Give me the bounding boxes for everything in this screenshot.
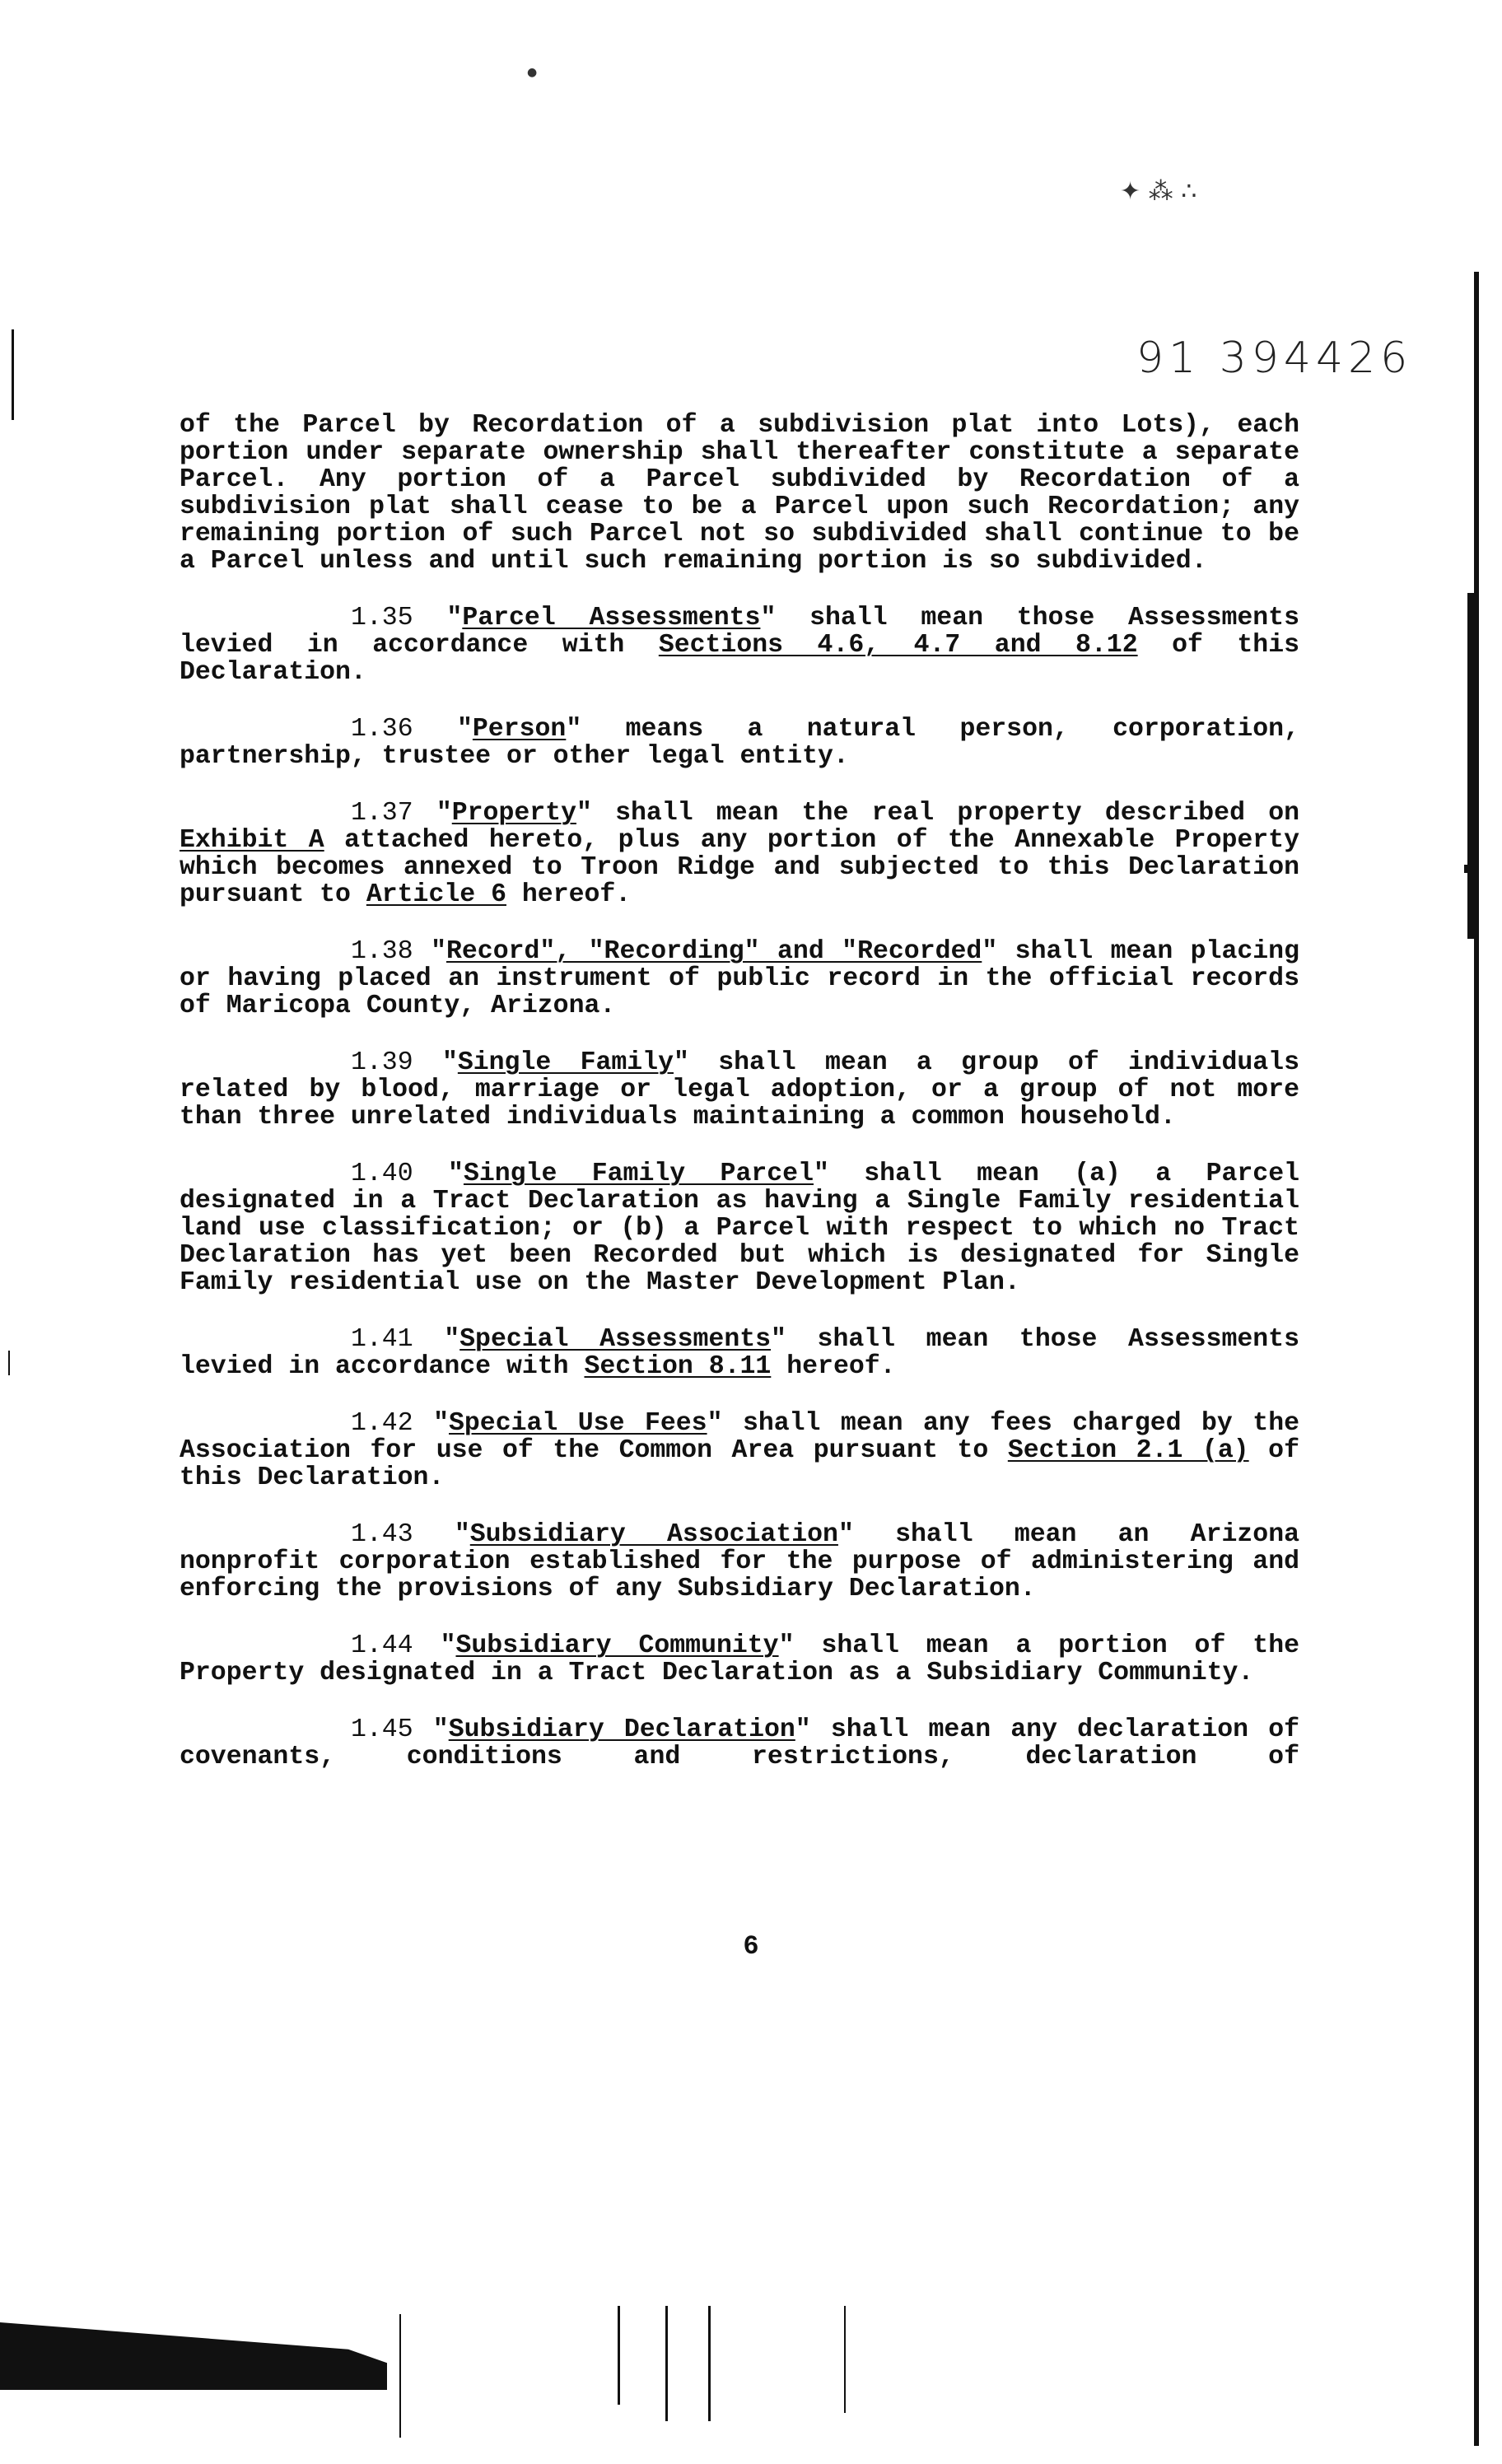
exhibit-reference: Exhibit A xyxy=(180,826,324,855)
definition-term: Subsidiary Community xyxy=(455,1631,779,1660)
scan-edge-bar-left xyxy=(12,329,14,420)
definition-number: 1.36 xyxy=(351,715,413,744)
definition-number: 1.45 xyxy=(351,1715,413,1744)
definition-term: Single Family xyxy=(457,1048,674,1077)
scan-edge-bar-right-thick xyxy=(1467,593,1479,939)
scan-bottom-wedge xyxy=(0,2322,387,2390)
definition-term: Parcel Assessments xyxy=(462,604,761,632)
scan-bottom-line-4 xyxy=(708,2306,711,2421)
definition-number: 1.39 xyxy=(351,1048,413,1077)
definition-number: 1.43 xyxy=(351,1520,413,1549)
definition-number: 1.38 xyxy=(351,937,413,966)
definition-term: Record", "Recording" and "Recorded xyxy=(445,937,982,966)
scan-speck-dot: ● xyxy=(527,66,538,79)
scan-bottom-line-2 xyxy=(618,2306,620,2405)
definition-term: Special Assessments xyxy=(459,1325,772,1354)
definition-number: 1.42 xyxy=(351,1409,413,1438)
definition-1-41: 1.41 "Special Assessments" shall mean those Assessments levied in accordance with Section 8.11 hereof. xyxy=(180,1325,1299,1381)
definition-term: Special Use Fees xyxy=(449,1409,707,1438)
section-reference: Section 8.11 xyxy=(584,1352,772,1381)
page-number: 6 xyxy=(743,1931,759,1962)
definition-1-35: 1.35 "Parcel Assessments" shall mean those Assessments levied in accordance with Sections 4.6, 4.7 and 8.12 of this Declaration. xyxy=(180,604,1300,687)
continuation-paragraph xyxy=(180,412,1299,575)
definition-1-38: 1.38 "Record", "Recording" and "Recorded" shall mean placing or having placed an instrument of public record in the official records of Maricopa County, Arizona. xyxy=(180,937,1299,1020)
recording-number: 91 394426 xyxy=(1136,334,1413,383)
scan-edge-mark-left xyxy=(8,1351,10,1375)
definition-number: 1.44 xyxy=(351,1631,413,1660)
definition-1-45: 1.45 "Subsidiary Declaration" shall mean any declaration of covenants, conditions and restrictions, declaration of xyxy=(180,1715,1300,1771)
definition-1-43: 1.43 "Subsidiary Association" shall mean an Arizona nonprofit corporation established for the purpose of administering and enforcing the provisions of any Subsidiary Declaration. xyxy=(180,1520,1299,1603)
definition-1-36: 1.36 "Person" means a natural person, corporation, partnership, trustee or other legal entity. xyxy=(180,715,1299,771)
definition-term: Subsidiary Association xyxy=(469,1520,838,1549)
definition-1-42: 1.42 "Special Use Fees" shall mean any fees charged by the Association for use of the Common Area pursuant to Section 2.1 (a) of this Declaration. xyxy=(180,1409,1300,1492)
definition-number: 1.40 xyxy=(351,1160,413,1188)
definition-1-40: 1.40 "Single Family Parcel" shall mean (a) a Parcel designated in a Tract Declaration as having a Single Family residential land use classification; or (b) a Parcel with respect to which no Tract Declaration has yet been Recorded but which is designated for Single Family residential use on the Master Development Plan. xyxy=(180,1160,1300,1297)
scan-edge-bar-right-mark xyxy=(1464,865,1479,873)
definition-term: Property xyxy=(451,799,576,828)
continuation-text: of the Parcel by Recordation of a subdivision plat into Lots), each portion under separate ownership shall thereafter constitute a separate Parcel. Any portion of a Parcel subdivided by Recordation of a subdivision plat shall cease to be a Parcel upon such Recordation; any remaining portion of such Parcel not so subdivided shall continue to be a Parcel unless and until such remaining portion is so subdivided. xyxy=(180,411,1299,576)
scan-speck-top: ✦ ⁂ ∴ xyxy=(1120,177,1197,206)
definition-term: Single Family Parcel xyxy=(463,1160,814,1188)
scan-bottom-line-5 xyxy=(844,2306,846,2413)
scan-bottom-line-3 xyxy=(665,2306,668,2421)
scan-bottom-line-1 xyxy=(399,2314,401,2438)
article-reference: Article 6 xyxy=(366,880,506,909)
section-reference: Section 2.1 (a) xyxy=(1007,1436,1249,1465)
definition-1-37: 1.37 "Property" shall mean the real property described on Exhibit A attached hereto, plus any portion of the Annexable Property which becomes annexed to Troon Ridge and subjected to this Declaration pursuant to Article 6 hereof. xyxy=(180,799,1299,909)
definition-number: 1.35 xyxy=(351,604,413,632)
definition-number: 1.37 xyxy=(351,799,413,828)
definition-1-39: 1.39 "Single Family" shall mean a group of individuals related by blood, marriage or legal adoption, or a group of not more than three unrelated individuals maintaining a common household. xyxy=(180,1048,1299,1132)
body-text xyxy=(180,412,1299,1800)
definition-term: Person xyxy=(472,715,567,744)
definition-term: Subsidiary Declaration xyxy=(448,1715,795,1744)
section-reference: Sections 4.6, 4.7 and 8.12 xyxy=(658,631,1138,660)
definition-number: 1.41 xyxy=(351,1325,413,1354)
definition-1-44: 1.44 "Subsidiary Community" shall mean a portion of the Property designated in a Tract Declaration as a Subsidiary Community. xyxy=(180,1631,1300,1687)
